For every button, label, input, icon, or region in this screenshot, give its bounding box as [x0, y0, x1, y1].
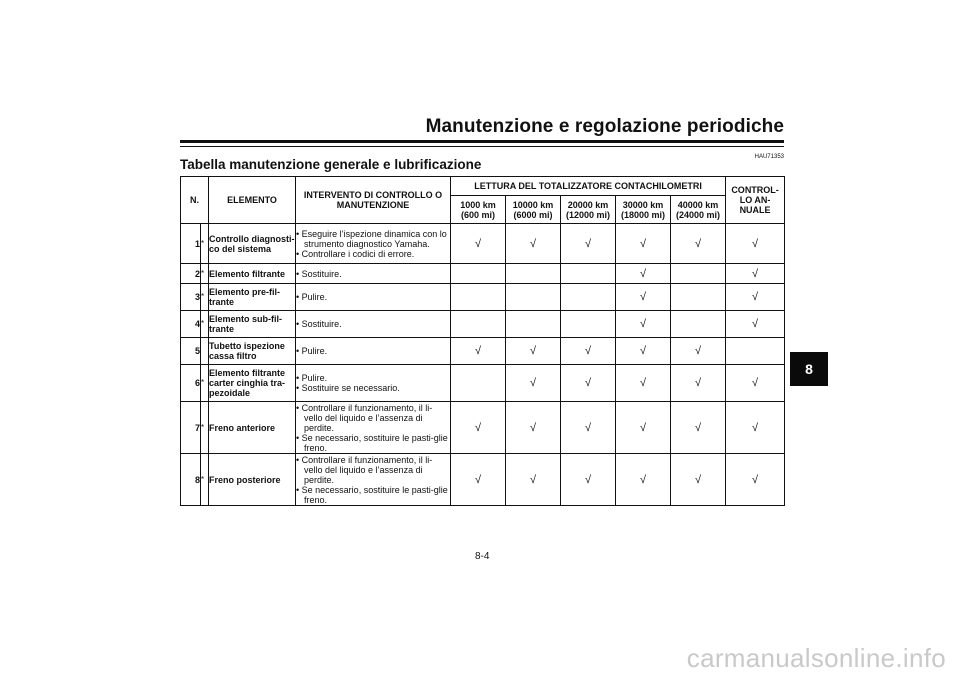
col-header-element: ELEMENTO: [209, 177, 296, 224]
row-asterisk: *: [201, 454, 209, 506]
check-mark: √: [451, 454, 506, 506]
table-row: [181, 224, 785, 264]
row-number: 4: [181, 311, 201, 338]
row-actions: [296, 365, 451, 402]
check-mark: √: [561, 224, 616, 264]
check-mark: √: [616, 311, 671, 338]
check-mark: √: [726, 365, 785, 402]
row-number: 5: [181, 338, 201, 365]
check-mark: √: [726, 454, 785, 506]
check-mark: √: [506, 365, 561, 402]
check-mark: √: [616, 365, 671, 402]
action-item: • Controllare il funzionamento, il li-vello del liquido e l’assenza di perdite.: [296, 455, 450, 485]
page-header-title: Manutenzione e regolazione periodiche: [425, 116, 784, 137]
check-mark: √: [616, 284, 671, 311]
check-mark: √: [671, 338, 726, 365]
check-mark: [671, 311, 726, 338]
row-number: 8: [181, 454, 201, 506]
check-mark: √: [726, 402, 785, 454]
row-element: Freno anteriore: [209, 402, 296, 454]
check-mark: √: [451, 402, 506, 454]
check-mark: √: [726, 284, 785, 311]
row-actions: [296, 284, 451, 311]
check-mark: √: [616, 224, 671, 264]
header-rule-thin: [180, 146, 784, 147]
page-number: 8-4: [475, 551, 490, 562]
row-asterisk: *: [201, 402, 209, 454]
check-mark: √: [506, 224, 561, 264]
check-mark: √: [506, 402, 561, 454]
action-item: • Sostituire.: [296, 269, 450, 279]
section-code: HAU71353: [754, 154, 784, 160]
check-mark: [671, 284, 726, 311]
check-mark: [451, 311, 506, 338]
section-title: Tabella manutenzione generale e lubrificazione: [180, 157, 482, 172]
table-row: [181, 402, 785, 454]
check-mark: [506, 264, 561, 284]
row-element: Tubetto ispezione cassa filtro: [209, 338, 296, 365]
col-header-interval: 20000 km (12000 mi): [561, 196, 616, 224]
check-mark: [506, 284, 561, 311]
col-header-num: N.: [181, 177, 209, 224]
check-mark: √: [561, 365, 616, 402]
col-header-interval: 1000 km (600 mi): [451, 196, 506, 224]
row-number: 1: [181, 224, 201, 264]
maintenance-table: [180, 176, 785, 506]
row-asterisk: *: [201, 224, 209, 264]
check-mark: √: [671, 454, 726, 506]
check-mark: √: [451, 338, 506, 365]
action-item: • Pulire.: [296, 292, 450, 302]
row-number: 7: [181, 402, 201, 454]
action-item: • Pulire.: [296, 373, 450, 383]
row-actions: [296, 454, 451, 506]
row-number: 6: [181, 365, 201, 402]
table-row: [181, 264, 785, 284]
action-item: • Controllare il funzionamento, il li-vello del liquido e l’assenza di perdite.: [296, 403, 450, 433]
col-header-interval: 10000 km (6000 mi): [506, 196, 561, 224]
check-mark: √: [616, 402, 671, 454]
check-mark: [726, 338, 785, 365]
table-row: [181, 365, 785, 402]
check-mark: √: [726, 311, 785, 338]
check-mark: √: [726, 264, 785, 284]
check-mark: [451, 365, 506, 402]
check-mark: √: [561, 338, 616, 365]
col-header-interval: 40000 km (24000 mi): [671, 196, 726, 224]
watermark: carmanualsonline.info: [686, 643, 946, 673]
action-item: • Se necessario, sostituire le pasti-glie freno.: [296, 485, 450, 505]
row-element: Controllo diagnosti-co del sistema: [209, 224, 296, 264]
check-mark: √: [616, 264, 671, 284]
check-mark: √: [506, 338, 561, 365]
row-asterisk: *: [201, 311, 209, 338]
action-item: • Controllare i codici di errore.: [296, 249, 450, 259]
row-asterisk: *: [201, 284, 209, 311]
row-actions: [296, 402, 451, 454]
row-element: Elemento filtrante carter cinghia tra-pezoidale: [209, 365, 296, 402]
row-asterisk: [201, 338, 209, 365]
row-actions: [296, 311, 451, 338]
chapter-tab: 8: [790, 352, 828, 386]
row-element: Elemento filtrante: [209, 264, 296, 284]
col-header-annual: CONTROL-LO AN-NUALE: [726, 177, 785, 224]
table-row: [181, 311, 785, 338]
row-number: 2: [181, 264, 201, 284]
row-number: 3: [181, 284, 201, 311]
check-mark: [561, 264, 616, 284]
row-asterisk: *: [201, 264, 209, 284]
check-mark: √: [726, 224, 785, 264]
check-mark: √: [561, 402, 616, 454]
row-element: Freno posteriore: [209, 454, 296, 506]
table-row: [181, 454, 785, 506]
check-mark: √: [616, 454, 671, 506]
check-mark: √: [561, 454, 616, 506]
action-item: • Pulire.: [296, 346, 450, 356]
row-actions: [296, 338, 451, 365]
col-header-action: INTERVENTO DI CONTROLLO O MANUTENZIONE: [296, 177, 451, 224]
row-element: Elemento pre-fil-trante: [209, 284, 296, 311]
table-row: [181, 284, 785, 311]
row-actions: [296, 224, 451, 264]
check-mark: √: [671, 402, 726, 454]
check-mark: √: [671, 365, 726, 402]
action-item: • Sostituire se necessario.: [296, 383, 450, 393]
check-mark: [506, 311, 561, 338]
row-actions: [296, 264, 451, 284]
check-mark: √: [451, 224, 506, 264]
action-item: • Se necessario, sostituire le pasti-glie freno.: [296, 433, 450, 453]
check-mark: [451, 264, 506, 284]
check-mark: √: [506, 454, 561, 506]
row-element: Elemento sub-fil-trante: [209, 311, 296, 338]
col-header-interval: 30000 km (18000 mi): [616, 196, 671, 224]
check-mark: [561, 311, 616, 338]
row-asterisk: *: [201, 365, 209, 402]
check-mark: [561, 284, 616, 311]
header-rule: [180, 140, 784, 143]
action-item: • Sostituire.: [296, 319, 450, 329]
check-mark: √: [616, 338, 671, 365]
action-item: • Eseguire l’ispezione dinamica con lo strumento diagnostico Yamaha.: [296, 229, 450, 249]
table-row: [181, 338, 785, 365]
col-header-odometer: LETTURA DEL TOTALIZZATORE CONTACHILOMETRI: [451, 177, 726, 196]
check-mark: [671, 264, 726, 284]
check-mark: √: [671, 224, 726, 264]
check-mark: [451, 284, 506, 311]
